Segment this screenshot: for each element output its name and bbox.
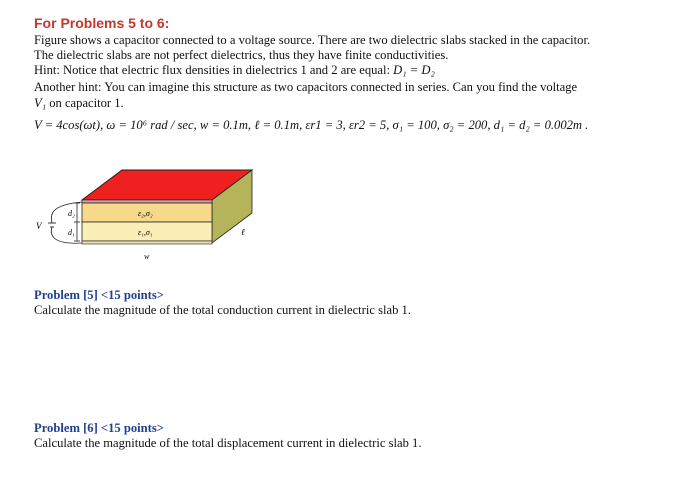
voltage-variable: V₁ — [34, 96, 47, 110]
length-label: ℓ — [241, 227, 245, 237]
bottom-plate-front — [82, 241, 212, 244]
another-hint-line: Another hint: You can imagine this structure as two capacitors connected in series. Can you find the voltage — [34, 80, 578, 94]
voltage-line-text: on capacitor 1. — [46, 96, 124, 110]
hint-text: Hint: Notice that electric flux densities in dielectrics 1 and 2 are equal: — [34, 63, 394, 77]
parameters-equation: V = 4cos(ωt), ω = 10⁶ rad / sec, w = 0.1m, ℓ = 0.1m, εr1 = 3, εr2 = 5, σ₁ = 100, σ₂ = 200, d₁ = d₂ = 0.002m . — [34, 118, 589, 132]
flux-equation: D₁ = D₂ — [393, 63, 435, 77]
voltage-label: V — [36, 221, 42, 231]
d1-label: d₁ — [68, 228, 75, 237]
description-line-1: Figure shows a capacitor connected to a voltage source. There are two dielectric slabs stacked in the capacitor. — [34, 33, 591, 47]
width-label: w — [144, 252, 150, 261]
top-plate-front — [82, 200, 212, 203]
problem-6-text: Calculate the magnitude of the total displacement current in dielectric slab 1. — [34, 436, 422, 450]
hint-line — [34, 63, 684, 78]
capacitor-figure — [30, 165, 270, 275]
problem-5-title: Problem [5] <15 points> — [34, 288, 164, 302]
description-line-2: The dielectric slabs are not perfect dielectrics, thus they have finite conductivities. — [34, 48, 449, 62]
voltage-line — [34, 96, 684, 111]
section-heading: For Problems 5 to 6: — [34, 15, 170, 31]
slab-1-label: ε₁,σ₁ — [138, 228, 153, 237]
d2-label: d₂ — [68, 209, 75, 218]
problem-5-text: Calculate the magnitude of the total conduction current in dielectric slab 1. — [34, 303, 411, 317]
slab-2-label: ε₂,σ₂ — [138, 209, 153, 218]
problem-6-title: Problem [6] <15 points> — [34, 421, 164, 435]
